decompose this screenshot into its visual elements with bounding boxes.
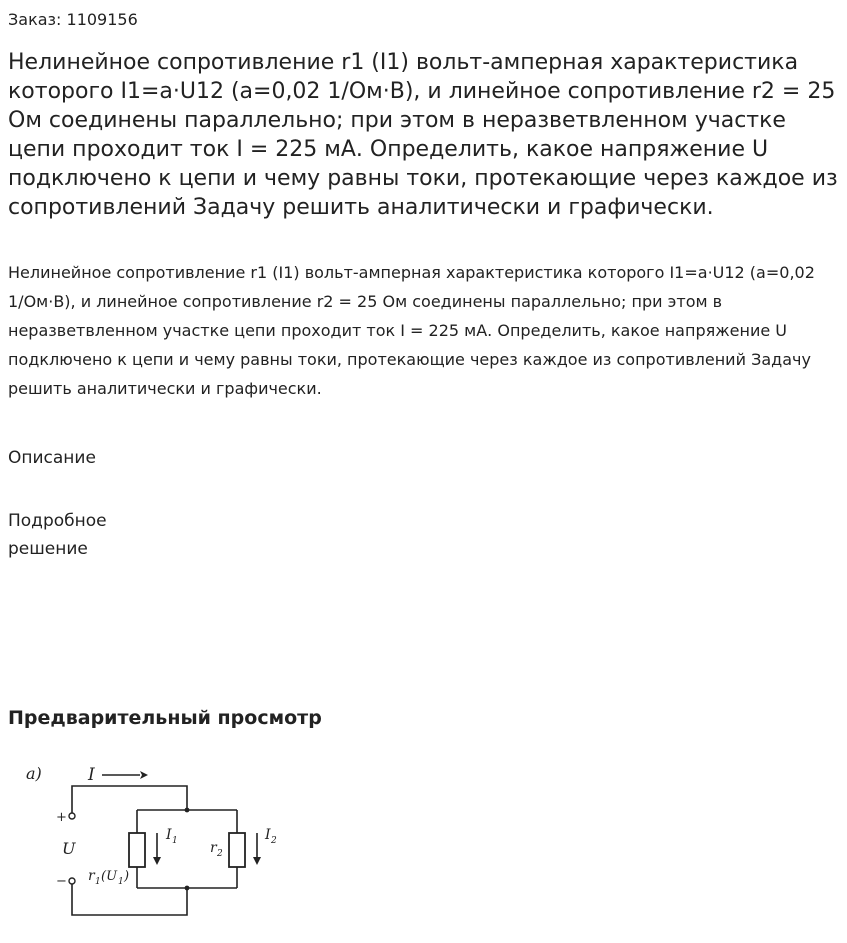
label-r2: r (210, 840, 217, 856)
label-r1-arg: (U (101, 869, 118, 884)
label-a: a) (26, 764, 42, 783)
current-arrow-i2 (253, 857, 261, 865)
terminal-plus (69, 813, 75, 819)
resistor-r2 (229, 833, 245, 867)
current-arrow-i1 (153, 857, 161, 865)
label-i1-sub: 1 (172, 836, 178, 846)
junction-top (185, 808, 190, 813)
label-plus: + (56, 810, 67, 825)
description-tab[interactable]: Описание (8, 448, 96, 468)
label-minus: − (56, 874, 67, 889)
label-i2: I (265, 827, 271, 843)
junction-bottom (185, 886, 190, 891)
label-r2-sub: 2 (217, 849, 223, 859)
label-voltage: U (62, 839, 76, 858)
task-text: Нелинейное сопротивление r1 (I1) вольт-амперная характеристика которого I1=a·U12 (a=0,02 1/Ом·В), и линейное сопротивление r2 = 25 Ом соединены параллельно; при этом в неразветвленном участке цепи проходит ток I = 225 мА. Определить, какое напряжение U подключено к цепи и чему равны токи, протекающие через каждое из сопротивлений Задачу решить аналитически и графически. (8, 263, 815, 398)
page-title: Нелинейное сопротивление r1 (I1) вольт-амперная характеристика которого I1=a·U12 (a=0,02 1/Ом·В), и линейное сопротивление r2 = 25 Ом соединены параллельно; при этом в неразветвленном участке цепи проходит ток I = 225 мА. Определить, какое напряжение U подключено к цепи и чему равны токи, протекающие через каждое из сопротивлений Задачу решить аналитически и графически. (8, 50, 838, 220)
circuit-schematic (20, 755, 280, 925)
preview-heading: Предварительный просмотр (8, 707, 322, 729)
label-r1-sub: 1 (95, 877, 101, 887)
solution-tab[interactable]: Подробное решение (8, 511, 107, 559)
terminal-minus (69, 878, 75, 884)
label-r1: r (88, 868, 95, 884)
current-arrow-main (140, 771, 148, 779)
resistor-r1 (129, 833, 145, 867)
label-r1-close: ) (124, 869, 130, 884)
label-current: I (88, 765, 95, 785)
label-r1-arg-sub: 1 (118, 877, 124, 887)
label-i2-sub: 2 (271, 836, 277, 846)
label-i1: I (166, 827, 172, 843)
order-number: Заказ: 1109156 (8, 10, 138, 29)
